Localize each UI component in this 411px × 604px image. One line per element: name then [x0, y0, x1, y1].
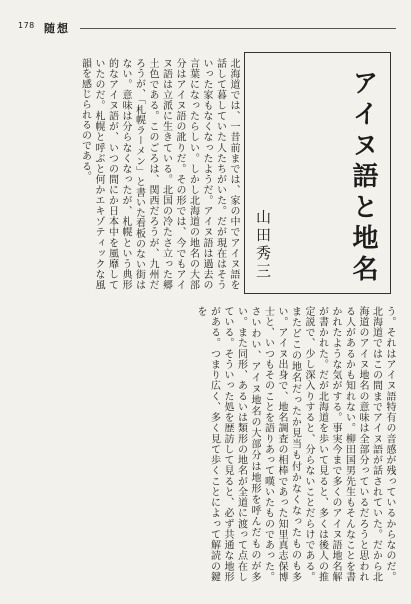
- page-number: 178: [18, 21, 35, 30]
- page-header: [18, 20, 396, 36]
- title-box: [244, 52, 391, 294]
- section-label: 随想: [44, 22, 70, 35]
- article-title: アイヌ語と地名: [348, 69, 378, 286]
- header-rule: [80, 28, 396, 29]
- body-text-top: 北海道では、一昔前までは、家の中でアイヌ語を話して暮していた人たちがいた。だが現在はそういった家もなくなったようだ。アイヌ語は過去の言葉になったらしい。しかし北海道の地名の大部分はアイヌ語の訛りだ。その形では、今でもアイヌ語は立派に生きている。北国の冷たさ立った郷土色である。このごろは、関西だろうが、九州だろうが、「札幌ラーメン」と書いた看板のない街はない。意味は分らなくなったが、札幌という典形的なアイヌ語が、いつの間にか日本中を風靡していたのだ。札幌と呼ぶと何かエキゾティックな風韻を感じられるのである。: [79, 58, 239, 290]
- author-name: 山田秀三: [254, 209, 272, 281]
- body-text-bottom: う。それはアイヌ語特有の音感が残っているからなのだ。北海道ではこの間までアイヌ語が話されていた。だから北海道のアイヌ地名の意味は全部分っているだろうと思われる人があるかも知れない。柳田国男先生もそんなことを書かれたような気がする。事実今まで多くのアイヌ語地名解が書かれた。だが北海道を歩いて見ると、多くは後人の推定説で、少し深入りすると、分らないことだらけである。またどこの地名だったか見当も付かなくなったものも多い。アイヌ出身で、地名調査の相棒であった知里真志保博士と、いつもそのことを語りあって嘆いたものであった。さいわい、アイヌ地名の大部分は地形を呼んだものが多い。また同形、あるいは類形の地名が全道に渡って点在している。そういった処を歴訪して見ると、必ず共通な地形がある。つまり広く、多く見て歩くことによって解読の鍵を: [195, 306, 395, 582]
